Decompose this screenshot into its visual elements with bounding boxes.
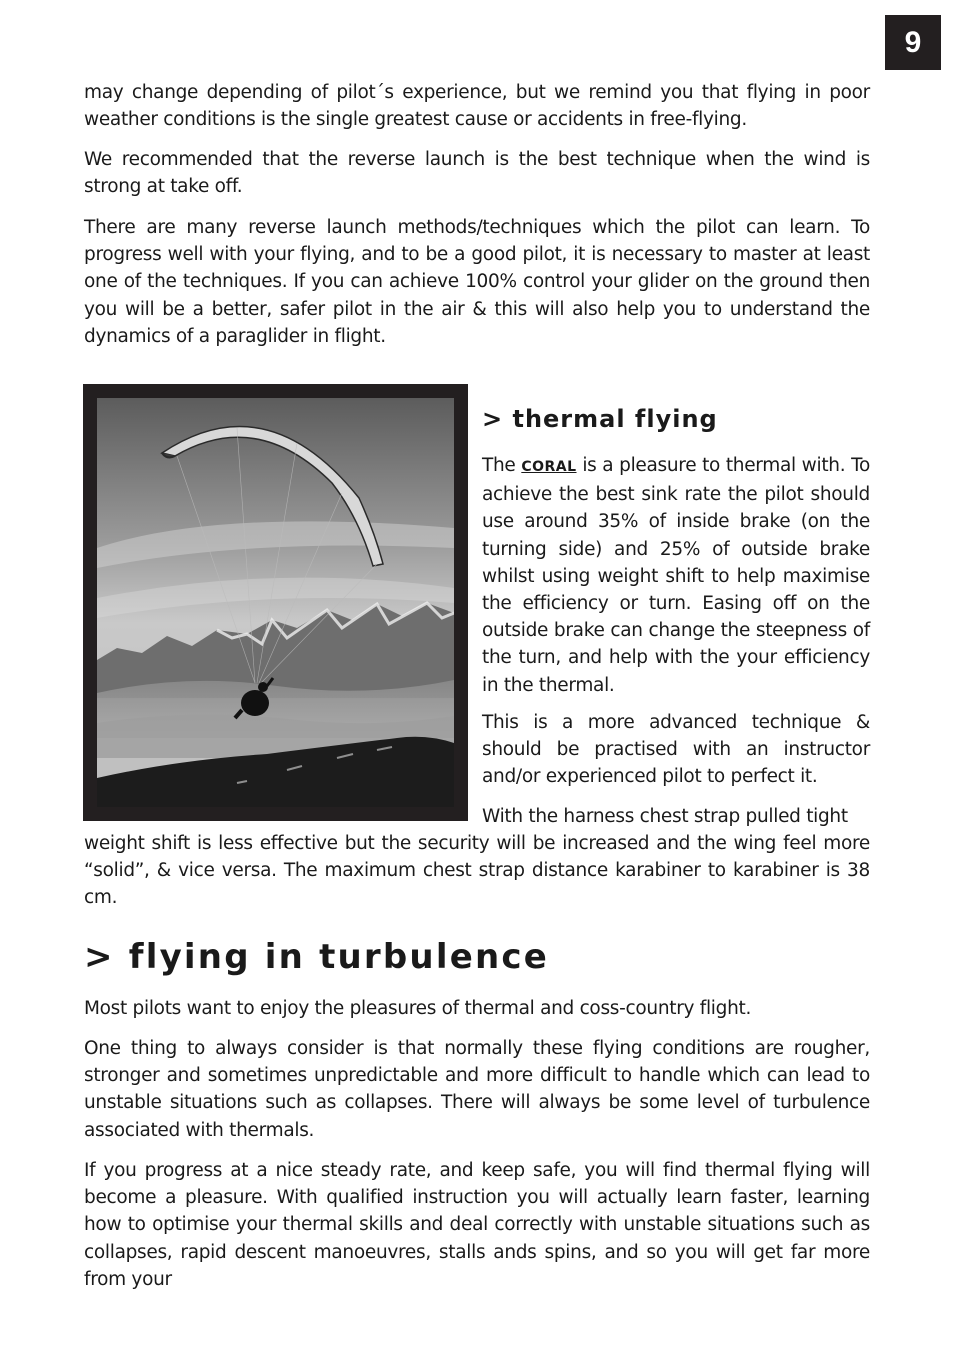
turbulence-paragraph-1: Most pilots want to enjoy the pleasures of thermal and coss-country flight. (84, 998, 752, 1019)
intro-paragraph-3: There are many reverse launch methods/techniques which the pilot can learn. To progress well with your flying, and to be a good pilot, it is necessary to master at least one of the techniques. If you can achieve 100% control your glider on the ground then you will be a better, safer pilot in the air & this will also help you to understand the dynamics of a paraglider in flight. (84, 217, 870, 347)
page-number: 9 (885, 15, 941, 70)
thermal-paragraph-1-body: is a pleasure to thermal with. To achieve the best sink rate the pilot should use around 35% of inside brake (on the turning side) and 25% of outside brake whilst using weight shift to help maximise the efficiency or turn. Easing off on the outside brake can change the steepness of the turn, and help with the your efficiency in the thermal. (482, 455, 870, 696)
intro-paragraph-2: We recommended that the reverse launch is the best technique when the wind is strong at take off. (84, 149, 870, 198)
turbulence-paragraph-3: If you progress at a nice steady rate, and keep safe, you will find thermal flying will become a pleasure. With qualified instruction you will actually learn faster, learning how to optimise your thermal skills and deal correctly with unstable situations such as collapses, rapid descent manoeuvres, stalls ands spins, and so you will get far more from your (84, 1160, 870, 1290)
thermal-paragraph-3-start: With the harness chest strap pulled tight (482, 806, 848, 827)
intro-paragraph-1: may change depending of pilot´s experience, but we remind you that flying in poor weather conditions is the single greatest cause or accidents in free-flying. (84, 82, 870, 131)
thermal-paragraph-2: This is a more advanced technique & should be practised with an instructor and/or experienced pilot to perfect it. (482, 712, 870, 788)
paraglider-photo (83, 384, 468, 821)
thermal-paragraph-1 (482, 452, 870, 699)
thermal-paragraph-1-lead: The (482, 455, 516, 476)
coral-logo: CORAL (521, 459, 577, 475)
flying-in-turbulence-heading: > flying in turbulence (84, 937, 549, 977)
thermal-paragraph-3-continued: weight shift is less effective but the security will be increased and the wing feel more “solid”, & vice versa. The maximum chest strap distance karabiner to karabiner is 38 cm. (84, 833, 870, 909)
turbulence-paragraph-2: One thing to always consider is that normally these flying conditions are rougher, stronger and sometimes unpredictable and more difficult to handle which can lead to unstable situations such as collapses. There will always be some level of turbulence associated with thermals. (84, 1038, 870, 1141)
paraglider-photo-image (97, 398, 454, 807)
thermal-flying-heading: > thermal flying (482, 405, 718, 433)
